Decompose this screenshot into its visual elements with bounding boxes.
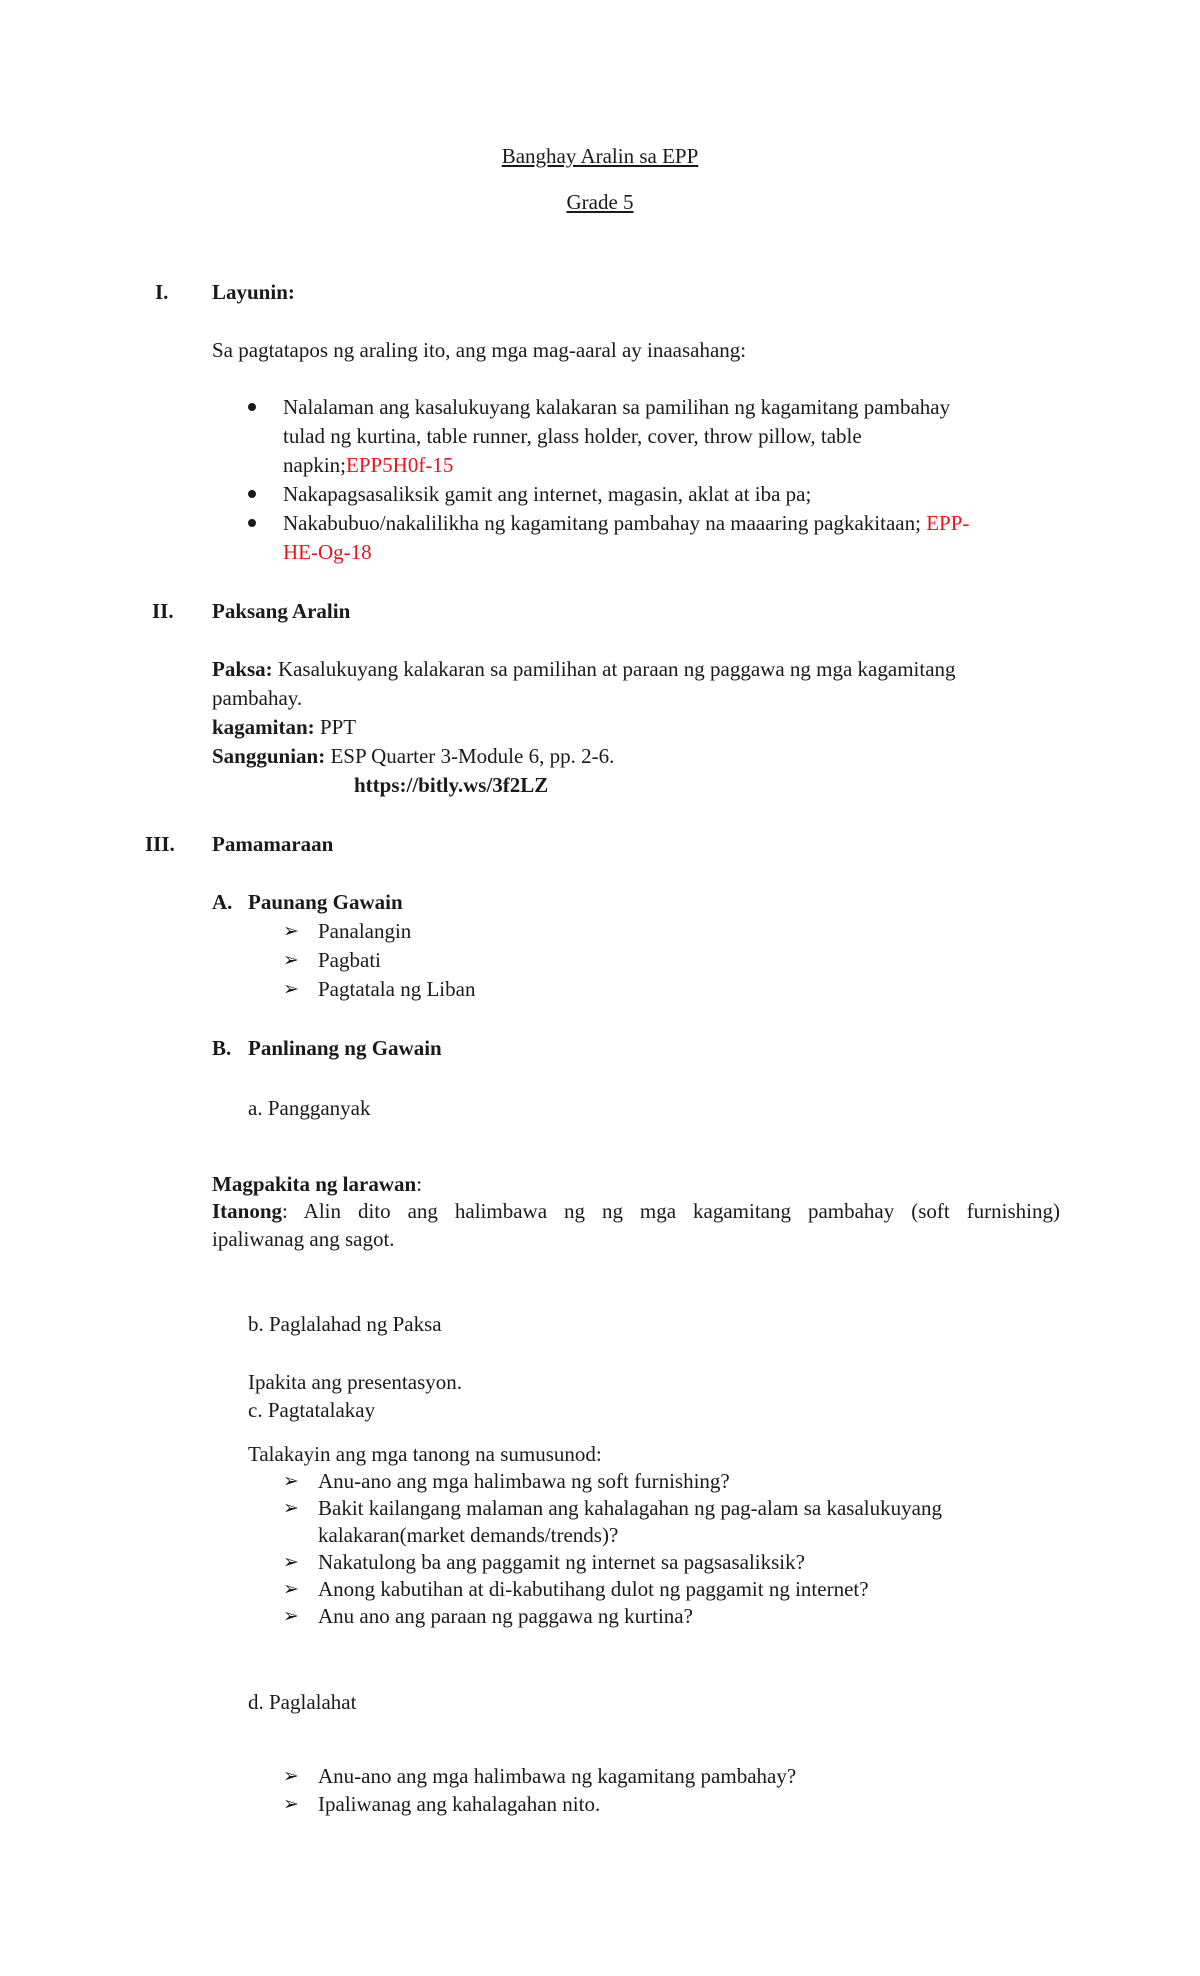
paglalahad-label: b. Paglalahad ng Paksa (248, 1312, 442, 1336)
subsection-b-letter: B. (212, 1036, 232, 1060)
reference-link[interactable]: https://bitly.ws/3f2LZ (354, 773, 549, 797)
paksa-text: Kasalukuyang kalakaran sa pamilihan at paraan ng paggawa ng mga kagamitang (272, 657, 956, 681)
subsection-a-letter: A. (212, 890, 233, 914)
sanggunian-value: ESP Quarter 3-Module 6, pp. 2-6. (325, 744, 615, 768)
objective-1-line-3 (283, 451, 453, 480)
talakayin-text: Talakayin ang mga tanong na sumusunod: (248, 1442, 602, 1466)
objective-3-code-part-1: EPP- (926, 511, 970, 535)
magpakita-label: Magpakita ng larawan (212, 1172, 417, 1196)
question-2-line-2: kalakaran(market demands/trends)? (318, 1523, 619, 1547)
arrow-bullet-icon: ➢ (283, 920, 299, 942)
objectives-intro: Sa pagtatapos ng araling ito, ang mga mag-aaral ay inaasahang: (212, 338, 747, 362)
pagtatalakay-label: c. Pagtatalakay (248, 1398, 376, 1422)
section-2-heading: Paksang Aralin (212, 599, 351, 623)
arrow-bullet-icon: ➢ (283, 1765, 299, 1787)
subsection-a-heading: Paunang Gawain (248, 890, 403, 914)
objective-3-line-1 (283, 509, 969, 538)
paksa-line-1 (212, 655, 956, 684)
objective-1-text-end: napkin; (283, 453, 346, 477)
paunang-item-3: Pagtatala ng Liban (318, 977, 476, 1001)
arrow-bullet-icon: ➢ (283, 1793, 299, 1815)
paglalahat-item-2: Ipaliwanag ang kahalagahan nito. (318, 1792, 601, 1816)
question-4: Anong kabutihan at di-kabutihang dulot ng paggamit ng internet? (318, 1577, 869, 1601)
arrow-bullet-icon: ➢ (283, 978, 299, 1000)
itanong-line-2: ipaliwanag ang sagot. (212, 1227, 395, 1251)
section-3-numeral: III. (145, 832, 175, 856)
sanggunian-label: Sanggunian: (212, 744, 326, 768)
section-2-numeral: II. (152, 599, 174, 623)
itanong-text: : Alin dito ang halimbawa ng ng mga kagamitang pambahay (soft furnishing) (282, 1199, 1060, 1223)
objective-3-text: Nakabubuo/nakalilikha ng kagamitang pambahay na maaaring pagkakitaan; (283, 511, 927, 535)
document-title: Banghay Aralin sa EPP (501, 144, 699, 168)
paksa-label: Paksa: (212, 657, 273, 681)
objective-1-code: EPP5H0f-15 (346, 453, 454, 477)
objective-1-line-1: Nalalaman ang kasalukuyang kalakaran sa pamilihan ng kagamitang pambahay (283, 395, 951, 419)
paunang-item-2: Pagbati (318, 948, 381, 972)
question-3: Nakatulong ba ang paggamit ng internet sa pagsasaliksik? (318, 1550, 805, 1574)
paksa-line-2: pambahay. (212, 686, 303, 710)
bullet-dot-icon (248, 403, 256, 411)
grade-label: Grade 5 (566, 190, 634, 214)
objective-3-code-part-2: HE-Og-18 (283, 540, 372, 564)
question-1: Anu-ano ang mga halimbawa ng soft furnishing? (318, 1469, 730, 1493)
paglalahat-label: d. Paglalahat (248, 1690, 357, 1714)
itanong-label: Itanong (212, 1199, 283, 1223)
section-1-heading: Layunin: (212, 280, 295, 304)
section-3-heading: Pamamaraan (212, 832, 334, 856)
question-5: Anu ano ang paraan ng paggawa ng kurtina? (318, 1604, 693, 1628)
arrow-bullet-icon: ➢ (283, 1578, 299, 1600)
arrow-bullet-icon: ➢ (283, 1551, 299, 1573)
magpakita-line (212, 1170, 422, 1199)
kagamitan-label: kagamitan: (212, 715, 315, 739)
pangganyak-label: a. Pangganyak (248, 1096, 371, 1120)
sanggunian-line (212, 742, 614, 771)
arrow-bullet-icon: ➢ (283, 1497, 299, 1519)
section-1-numeral: I. (155, 280, 169, 304)
kagamitan-value: PPT (314, 715, 357, 739)
question-2-line-1: Bakit kailangang malaman ang kahalagahan ng pag-alam sa kasalukuyang (318, 1496, 942, 1520)
magpakita-colon: : (416, 1172, 423, 1196)
paunang-item-1: Panalangin (318, 919, 412, 943)
arrow-bullet-icon: ➢ (283, 949, 299, 971)
paglalahat-item-1: Anu-ano ang mga halimbawa ng kagamitang pambahay? (318, 1764, 797, 1788)
kagamitan-line (212, 713, 356, 742)
itanong-line-1 (212, 1197, 1060, 1226)
arrow-bullet-icon: ➢ (283, 1470, 299, 1492)
ipakita-text: Ipakita ang presentasyon. (248, 1370, 463, 1394)
bullet-dot-icon (248, 519, 256, 527)
objective-1-line-2: tulad ng kurtina, table runner, glass holder, cover, throw pillow, table (283, 424, 862, 448)
objective-2: Nakapagsasaliksik gamit ang internet, magasin, aklat at iba pa; (283, 482, 812, 506)
subsection-b-heading: Panlinang ng Gawain (248, 1036, 442, 1060)
arrow-bullet-icon: ➢ (283, 1605, 299, 1627)
bullet-dot-icon (248, 490, 256, 498)
